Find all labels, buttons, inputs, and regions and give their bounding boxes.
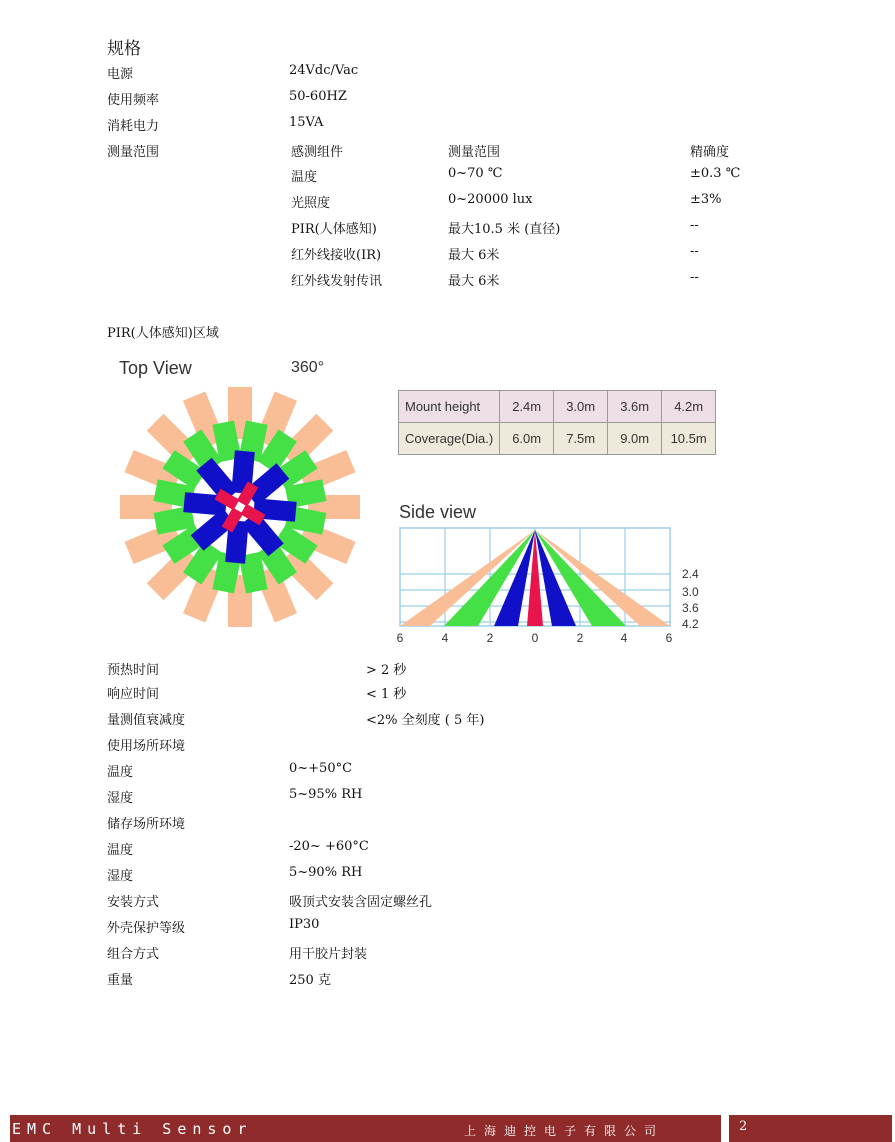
measure-cell: 光照度: [291, 196, 331, 211]
spec2-value: <2% 全刻度 ( 5 年): [366, 713, 485, 728]
measure-cell: 红外线发射传讯: [291, 274, 383, 289]
spec2-label: 湿度: [107, 869, 134, 884]
spec2-label: 温度: [107, 765, 134, 780]
mount-height-label: Mount height: [399, 391, 500, 423]
coverage-value: 6.0m: [500, 423, 554, 455]
spec2-label: 组合方式: [107, 947, 160, 962]
spec-title: 规格: [107, 39, 141, 59]
spec2-label: 预热时间: [107, 663, 160, 678]
coverage-value: 7.5m: [554, 423, 608, 455]
measure-cell: 最大 6米: [448, 274, 500, 289]
spec2-value: 用干胶片封装: [289, 947, 368, 962]
side-x-tick-label: 0: [531, 631, 539, 645]
pir-section-title: PIR(人体感知)区域: [107, 326, 219, 341]
measure-cell: PIR(人体感知): [291, 222, 377, 237]
footer-product-name: EMC Multi Sensor: [12, 1120, 253, 1138]
spec2-value: 250 克: [289, 973, 331, 988]
spec-value-power: 24Vdc/Vac: [289, 63, 359, 78]
side-x-tick-label: 4: [620, 631, 628, 645]
spec2-label: 湿度: [107, 791, 134, 806]
spec-value-frequency: 50-60HZ: [289, 89, 347, 104]
measure-header-accuracy: 精确度: [690, 145, 730, 160]
spec2-label: 外壳保护等级: [107, 921, 186, 936]
page-number-box: [729, 1115, 892, 1142]
measure-cell: --: [690, 244, 699, 259]
spec2-value: 5~95% RH: [289, 787, 363, 802]
spec2-label: 温度: [107, 843, 134, 858]
side-y-tick-label: 4.2: [682, 617, 699, 631]
measure-cell: 红外线接收(IR): [291, 248, 382, 263]
side-x-tick-label: 2: [486, 631, 494, 645]
page-number: 2: [739, 1119, 748, 1134]
mount-height-value: 2.4m: [500, 391, 554, 423]
measure-header-component: 感测组件: [291, 145, 344, 160]
spec2-label: 使用场所环境: [107, 739, 186, 754]
spec2-value: -20~ +60°C: [289, 839, 369, 854]
measure-cell: 温度: [291, 170, 318, 185]
spec2-label: 响应时间: [107, 687, 160, 702]
side-y-tick-label: 2.4: [682, 567, 699, 581]
measure-cell: --: [690, 270, 699, 285]
mount-height-value: 3.6m: [608, 391, 662, 423]
spec2-value: 吸顶式安装含固定螺丝孔: [289, 895, 433, 910]
measure-cell: --: [690, 218, 699, 233]
mount-height-row: [399, 391, 716, 423]
side-x-tick-label: 6: [396, 631, 404, 645]
measure-cell: ±0.3 ℃: [690, 166, 741, 181]
measure-cell: 最大10.5 米 (直径): [448, 222, 561, 237]
side-view-diagram: [390, 524, 720, 648]
coverage-row: [399, 423, 716, 455]
measure-cell: ±3%: [690, 192, 722, 207]
spec2-value: 5~90% RH: [289, 865, 363, 880]
side-x-tick-label: 2: [576, 631, 584, 645]
spec2-value: > 2 秒: [366, 663, 407, 678]
top-view-label: Top View: [119, 358, 192, 378]
measure-cell: 最大 6米: [448, 248, 500, 263]
side-y-tick-label: 3.0: [682, 585, 699, 599]
spec2-value: IP30: [289, 917, 320, 932]
side-y-tick-label: 3.6: [682, 601, 699, 615]
measure-header-range: 测量范围: [448, 145, 501, 160]
coverage-value: 10.5m: [662, 423, 716, 455]
spec-label-range: 测量范围: [107, 145, 160, 160]
footer-bar: [10, 1115, 721, 1142]
mount-height-table: [398, 390, 716, 455]
side-view-label: Side view: [399, 502, 477, 522]
spec2-value: < 1 秒: [366, 687, 407, 702]
spec2-label: 重量: [107, 973, 134, 988]
mount-height-value: 4.2m: [662, 391, 716, 423]
coverage-label: Coverage(Dia.): [399, 423, 500, 455]
spec-label-power: 电源: [107, 67, 134, 82]
angle-label: 360°: [291, 359, 325, 376]
spec-label-frequency: 使用频率: [107, 93, 160, 108]
side-x-tick-label: 4: [441, 631, 449, 645]
spec-value-consumption: 15VA: [289, 115, 324, 130]
side-x-tick-label: 6: [665, 631, 673, 645]
spec-label-consumption: 消耗电力: [107, 119, 160, 134]
spec2-label: 量测值衰减度: [107, 713, 186, 728]
coverage-value: 9.0m: [608, 423, 662, 455]
footer-company-name: 上海迪控电子有限公司: [464, 1124, 665, 1138]
spec2-label: 安装方式: [107, 895, 160, 910]
top-view-diagram: [115, 385, 365, 630]
measure-cell: 0~70 ℃: [448, 166, 503, 181]
spec2-label: 储存场所环境: [107, 817, 186, 832]
measure-cell: 0~20000 lux: [448, 192, 533, 207]
mount-height-value: 3.0m: [554, 391, 608, 423]
spec2-value: 0~+50°C: [289, 761, 353, 776]
